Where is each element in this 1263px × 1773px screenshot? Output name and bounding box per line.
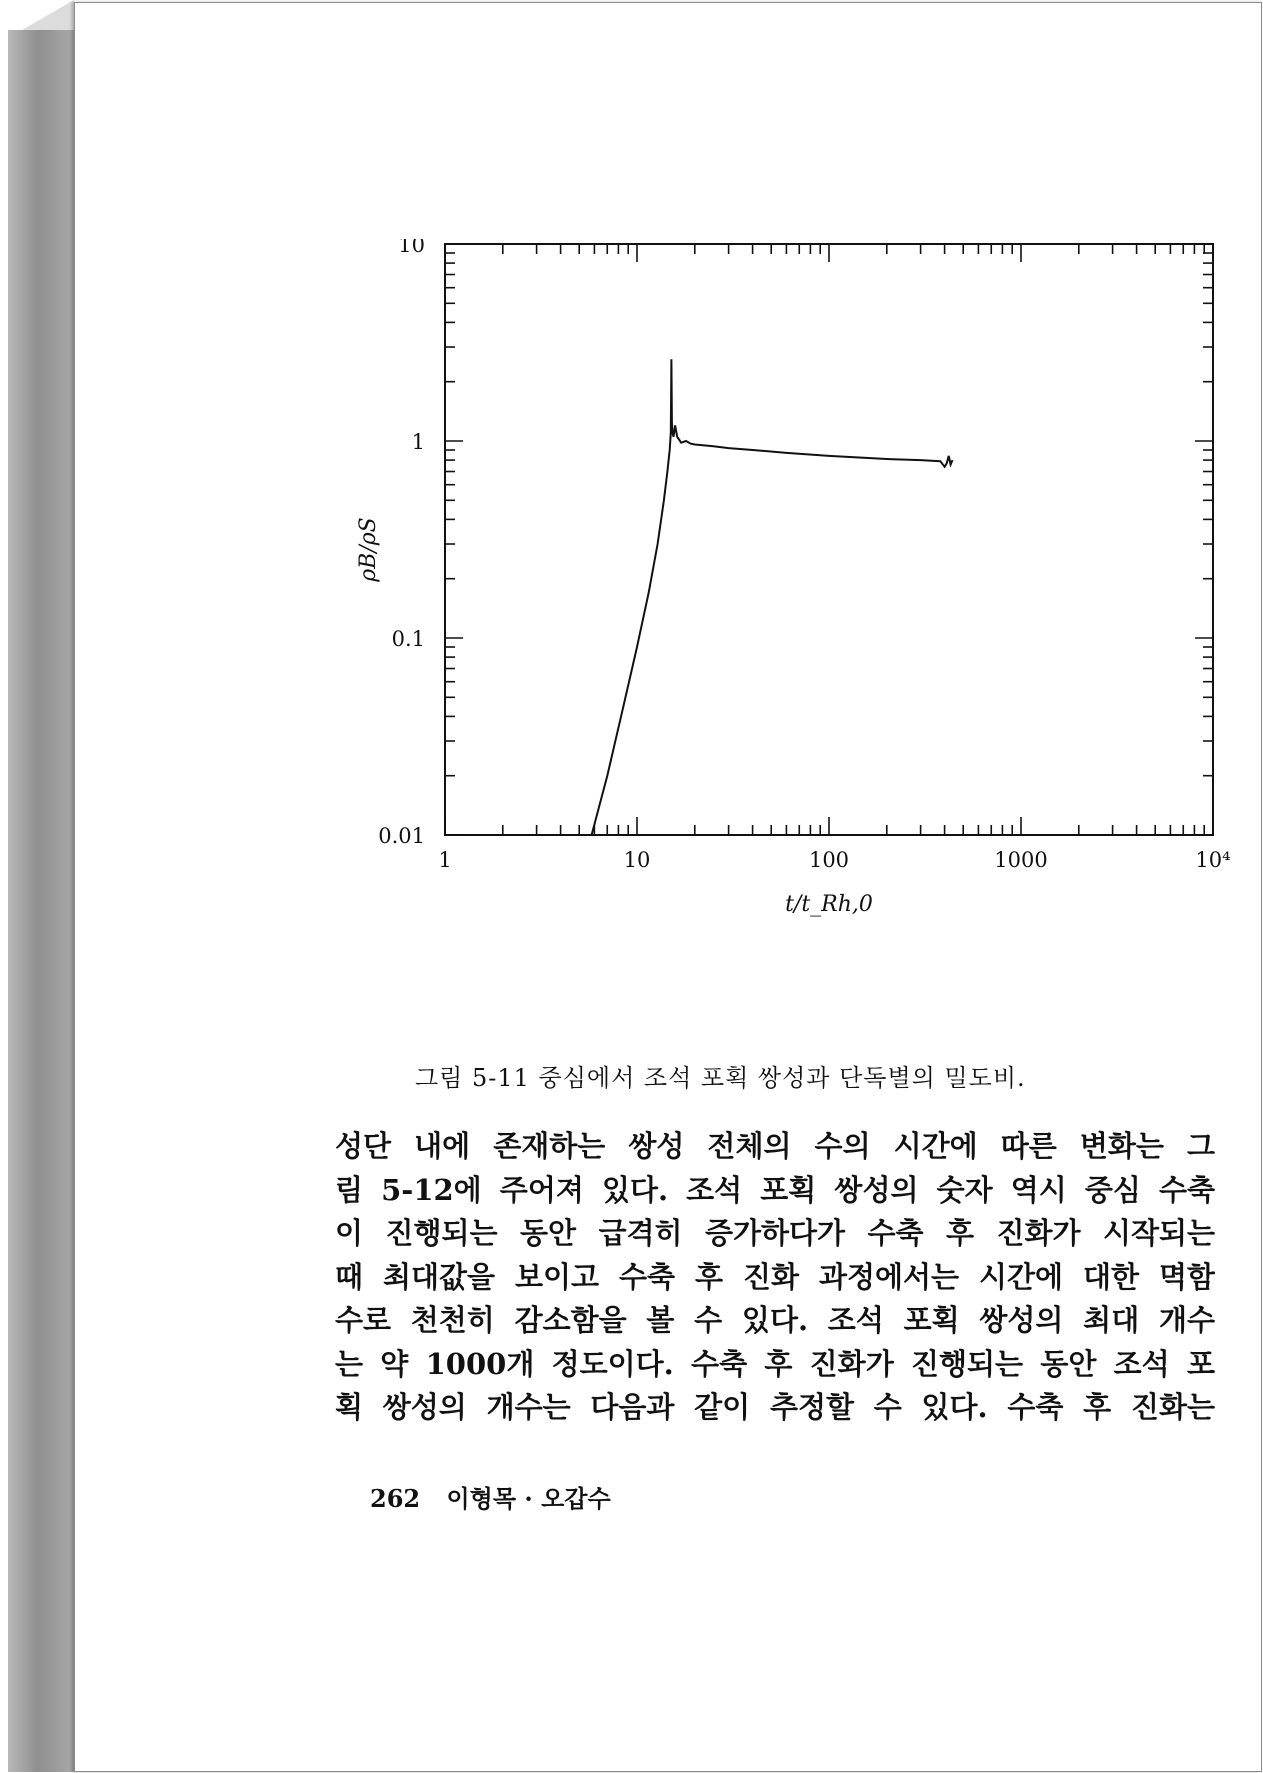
x-tick-label: 1	[438, 848, 452, 872]
x-axis-label: t/t_Rh,0	[785, 892, 873, 917]
body-line: 획 쌍성의 개수는 다음과 같이 추정할 수 있다. 수축 후 진화는	[335, 1390, 1215, 1424]
y-tick-label: 1	[411, 430, 425, 454]
body-line: 이 진행되는 동안 급격히 증가하다가 수축 후 진화가 시작되는	[335, 1216, 1215, 1250]
chart-svg	[315, 239, 1263, 1059]
plot-frame	[445, 244, 1213, 835]
x-tick-label: 10	[623, 848, 651, 872]
x-tick-label: 1000	[994, 848, 1048, 872]
body-line: 성단 내에 존재하는 쌍성 전체의 수의 시간에 따른 변화는 그	[335, 1129, 1215, 1163]
book-spine	[8, 30, 74, 1772]
figure-caption: 그림 5-11 중심에서 조석 포획 쌍성과 단독별의 밀도비.	[415, 1064, 1026, 1092]
body-line: 는 약 1000개 정도이다. 수축 후 진화가 진행되는 동안 조석 포	[335, 1346, 1215, 1381]
y-tick-label: 10	[398, 239, 425, 257]
y-tick-label: 0.01	[378, 824, 425, 848]
body-line: 림 5-12에 주어져 있다. 조석 포획 쌍성의 숫자 역시 중심 수축	[335, 1172, 1215, 1207]
x-tick-label: 100	[808, 848, 850, 872]
page-number: 262	[370, 1484, 421, 1513]
book-page	[74, 2, 1262, 1772]
body-paragraph	[335, 1125, 1215, 1430]
density-ratio-line	[592, 359, 953, 835]
body-line: 수로 천천히 감소함을 볼 수 있다. 조석 포획 쌍성의 최대 개수	[335, 1303, 1215, 1337]
density-ratio-chart	[315, 239, 1263, 1059]
y-axis-label: ρB/ρS	[356, 517, 381, 582]
x-tick-label: 10⁴	[1195, 848, 1231, 872]
author-names: 이형목 · 오갑수	[446, 1484, 611, 1513]
body-line: 때 최대값을 보이고 수축 후 진화 과정에서는 시간에 대한 멱함	[335, 1259, 1215, 1294]
page-footer	[370, 1479, 611, 1514]
y-tick-label: 0.1	[391, 627, 425, 651]
